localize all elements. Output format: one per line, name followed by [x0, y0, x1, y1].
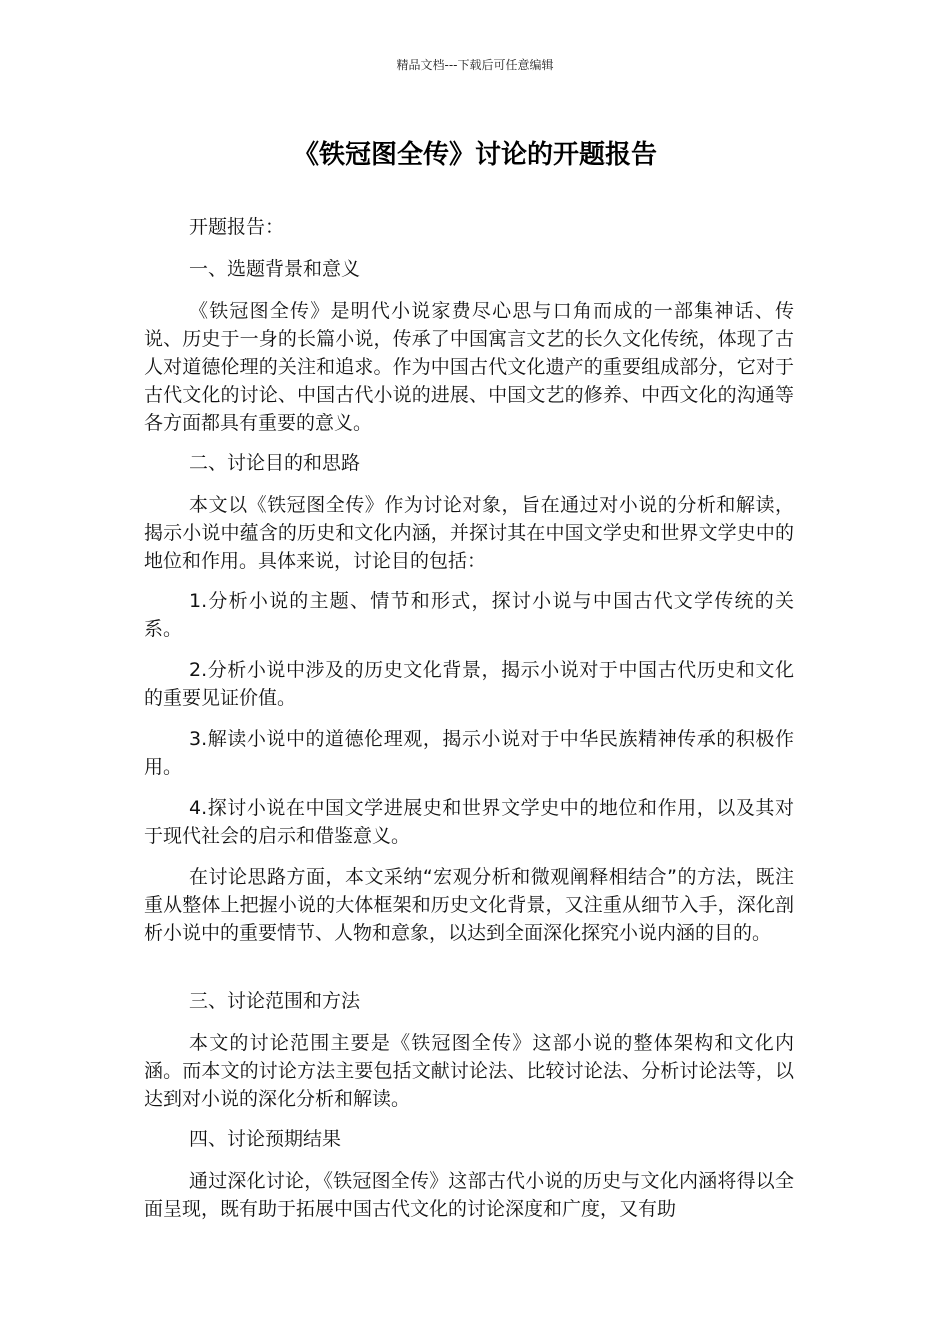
paragraph-approach: 在讨论思路方面，本文采纳“宏观分析和微观阐释相结合”的方法，既注重从整体上把握小说的大体框架和历史文化背景，又注重从细节入手，深化剖析小说中的重要情节、人物和意象，以达到全面深化探究小说内涵的目的。	[144, 866, 794, 944]
paragraph-background: 《铁冠图全传》是明代小说家费尽心思与口角而成的一部集神话、传说、历史于一身的长篇小说，传承了中国寓言文艺的长久文化传统，体现了古人对道德伦理的关注和追求。作为中国古代文化遗产的重要组成部分，它对于古代文化的讨论、中国古代小说的进展、中国文艺的修养、中西文化的沟通等各方面都具有重要的意义。	[144, 300, 794, 434]
list-item-goal-2: 2.分析小说中涉及的历史文化背景，揭示小说对于中国古代历史和文化的重要见证价值。	[144, 659, 794, 709]
heading-expected-results: 四、讨论预期结果	[189, 1128, 342, 1150]
document-title: 《铁冠图全传》讨论的开题报告	[292, 140, 657, 170]
paragraph-report-label: 开题报告：	[189, 216, 285, 238]
list-item-goal-1: 1.分析小说的主题、情节和形式，探讨小说与中国古代文学传统的关系。	[144, 590, 794, 640]
heading-goals: 二、讨论目的和思路	[189, 452, 361, 474]
paragraph-goals: 本文以《铁冠图全传》作为讨论对象，旨在通过对小说的分析和解读，揭示小说中蕴含的历史和文化内涵，并探讨其在中国文学史和世界文学史中的地位和作用。具体来说，讨论目的包括：	[144, 494, 794, 572]
list-item-goal-4: 4.探讨小说在中国文学进展史和世界文学史中的地位和作用，以及其对于现代社会的启示和借鉴意义。	[144, 797, 794, 847]
heading-background: 一、选题背景和意义	[189, 258, 361, 280]
page-header: 精品文档---下载后可任意编辑	[396, 58, 554, 72]
paragraph-expected-results: 通过深化讨论，《铁冠图全传》这部古代小说的历史与文化内涵将得以全面呈现，既有助于拓展中国古代文化的讨论深度和广度，又有助	[144, 1170, 794, 1220]
heading-scope: 三、讨论范围和方法	[189, 990, 361, 1012]
list-item-goal-3: 3.解读小说中的道德伦理观，揭示小说对于中华民族精神传承的积极作用。	[144, 728, 794, 778]
paragraph-scope: 本文的讨论范围主要是《铁冠图全传》这部小说的整体架构和文化内涵。而本文的讨论方法主要包括文献讨论法、比较讨论法、分析讨论法等，以达到对小说的深化分析和解读。	[144, 1032, 794, 1110]
